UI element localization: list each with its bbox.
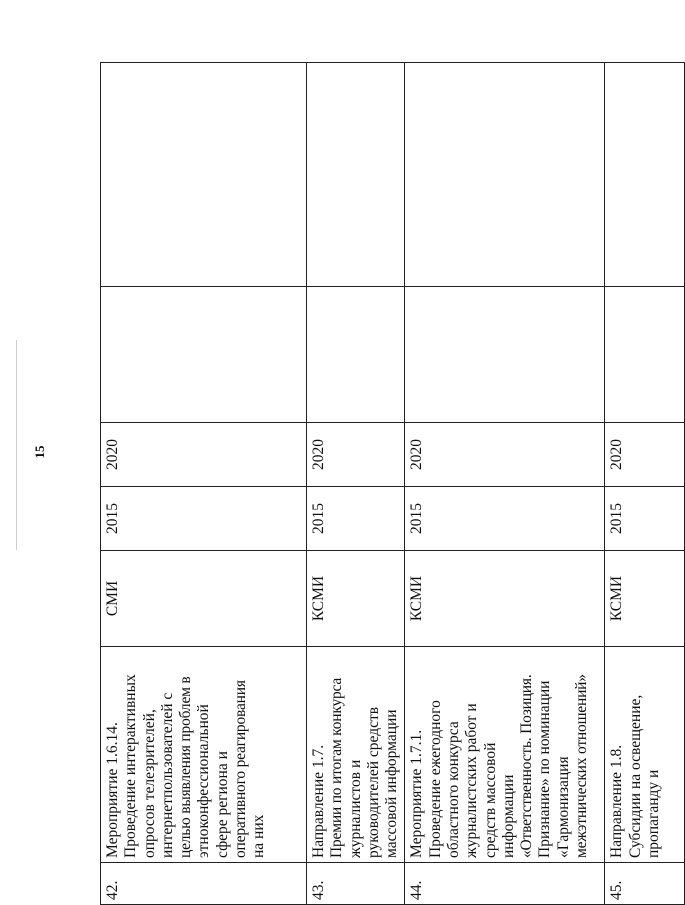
table-row <box>405 63 605 905</box>
row-executor: КСМИ <box>307 551 405 647</box>
row-description: Направление 1.8. Субсидии на освещение, пропаганду и <box>605 647 685 863</box>
table-row <box>307 63 405 905</box>
row-number: 44. <box>405 863 605 905</box>
row-start-year: 2015 <box>307 487 405 551</box>
row-start-year: 2015 <box>405 487 605 551</box>
empty-cell <box>307 287 405 423</box>
row-description: Направление 1.7. Премии по итогам конкурса журналистов и руководителей средств массовой информации <box>307 647 405 863</box>
empty-cell <box>101 287 307 423</box>
binding-mark <box>16 340 17 550</box>
empty-cell <box>405 63 605 287</box>
empty-cell <box>101 63 307 287</box>
table-row <box>605 63 685 905</box>
row-start-year: 2015 <box>101 487 307 551</box>
row-executor: КСМИ <box>405 551 605 647</box>
row-number: 42. <box>101 863 307 905</box>
row-end-year: 2020 <box>605 423 685 487</box>
row-end-year: 2020 <box>405 423 605 487</box>
empty-cell <box>605 63 685 287</box>
empty-cell <box>405 287 605 423</box>
row-number: 43. <box>307 863 405 905</box>
row-executor: СМИ <box>101 551 307 647</box>
row-number: 45. <box>605 863 685 905</box>
row-end-year: 2020 <box>307 423 405 487</box>
row-end-year: 2020 <box>101 423 307 487</box>
program-table <box>100 62 685 905</box>
row-executor: КСМИ <box>605 551 685 647</box>
rotated-table-wrapper <box>100 63 662 905</box>
page-number: 15 <box>32 445 47 459</box>
row-description: Мероприятие 1.7.1. Проведение ежегодного областного конкурса журналистских работ и средств массовой информации «Ответственность. Позиция. Признание» по номинации «Гармонизация межэтнических отношений» <box>405 647 605 863</box>
row-description: Мероприятие 1.6.14. Проведение интерактивных опросов телезрителей, интернетпользователей с целью выявления проблем в этноконфессиональной сфере региона и оперативного реагирования на них <box>101 647 307 863</box>
empty-cell <box>307 63 405 287</box>
empty-cell <box>605 287 685 423</box>
row-start-year: 2015 <box>605 487 685 551</box>
table-row <box>101 63 307 905</box>
